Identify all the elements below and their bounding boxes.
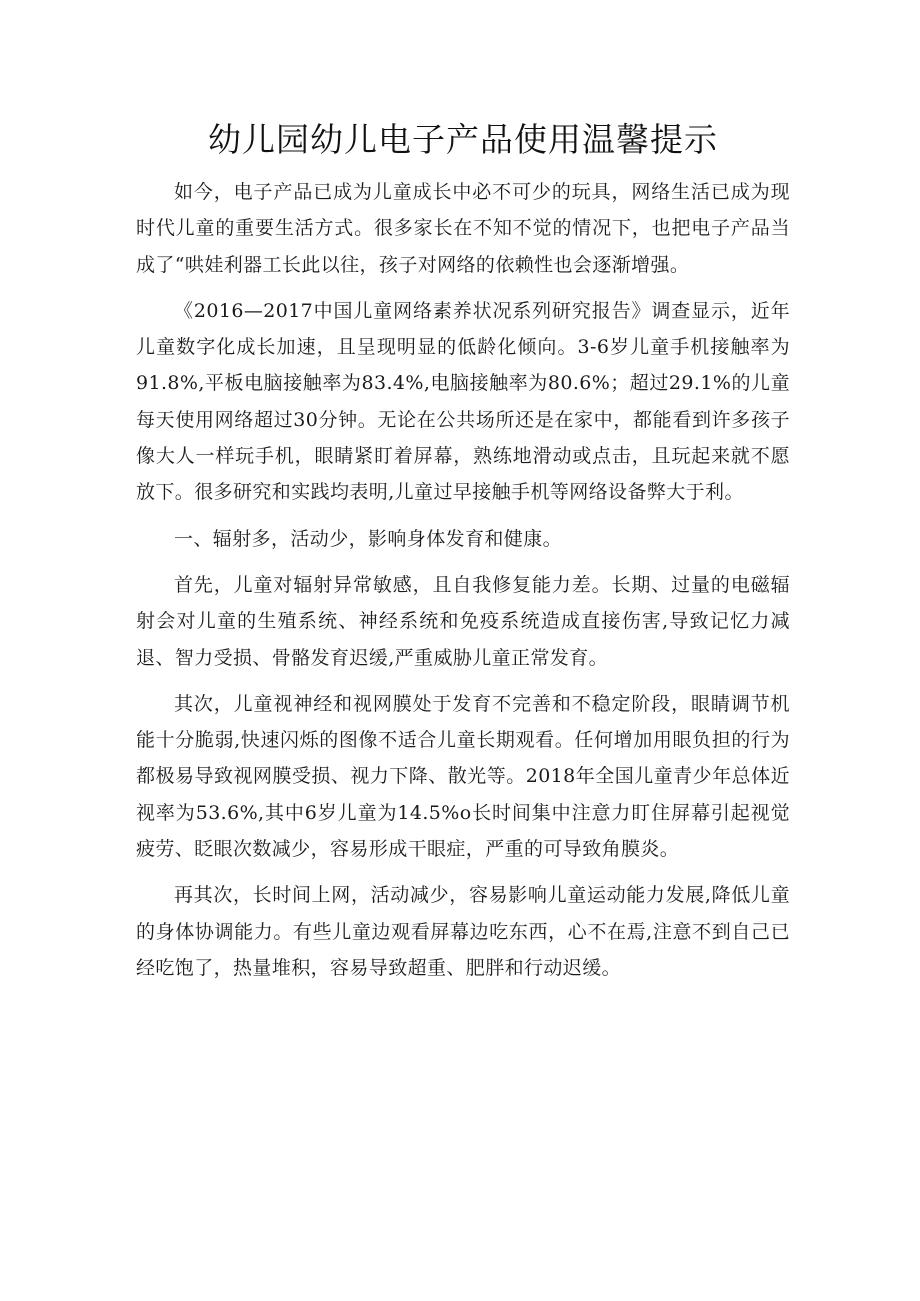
paragraph-second-vision: 其次，儿童视神经和视网膜处于发育不完善和不稳定阶段，眼睛调节机能十分脆弱,快速闪烁的图像不适合儿童长期观看。任何增加用眼负担的行为都极易导致视网膜受损、视力下降、散光等。2018年全国儿童青少年总体近视率为53.6%,其中6岁儿童为14.5%o长时间集中注意力盯住屏幕引起视觉疲劳、眨眼次数减少，容易形成干眼症，严重的可导致角膜炎。 [136,692,790,861]
document-body [136,112,790,986]
paragraph-intro: 如今，电子产品已成为儿童成长中必不可少的玩具，网络生活已成为现时代儿童的重要生活方式。很多家长在不知不觉的情况下，也把电子产品当成了“哄娃利器工长此以往，孩子对网络的依赖性也会逐渐增强。 [136,181,790,276]
paragraph-survey-report: 《2016—2017中国儿童网络素养状况系列研究报告》调查显示，近年儿童数字化成长加速，且呈现明显的低龄化倾向。3-6岁儿童手机接触率为91.8%,平板电脑接触率为83.4%,电脑接触率为80.6%；超过29.1%的儿童每天使用网络超过30分钟。无论在公共场所还是在家中，都能看到许多孩子像大人一样玩手机，眼睛紧盯着屏幕，熟练地滑动或点击，且玩起来就不愿放下。很多研究和实践均表明,儿童过早接触手机等网络设备弊大于利。 [136,299,790,504]
document-title: 幼儿园幼儿电子产品使用温馨提示 [208,120,718,159]
paragraph-third-activity: 再其次，长时间上网，活动减少，容易影响儿童运动能力发展,降低儿童的身体协调能力。有些儿童边观看屏幕边吃东西，心不在焉,注意不到自己已经吃饱了，热量堆积，容易导致超重、肥胖和行动迟缓。 [136,884,790,979]
section-heading-radiation: 一、辐射多，活动少，影响身体发育和健康。 [174,527,563,550]
paragraph-first-radiation: 首先，儿童对辐射异常敏感，且自我修复能力差。长期、过量的电磁辐射会对儿童的生殖系统、神经系统和免疫系统造成直接伤害,导致记忆力减退、智力受损、骨骼发育迟缓,严重威胁儿童正常发育。 [136,573,790,669]
